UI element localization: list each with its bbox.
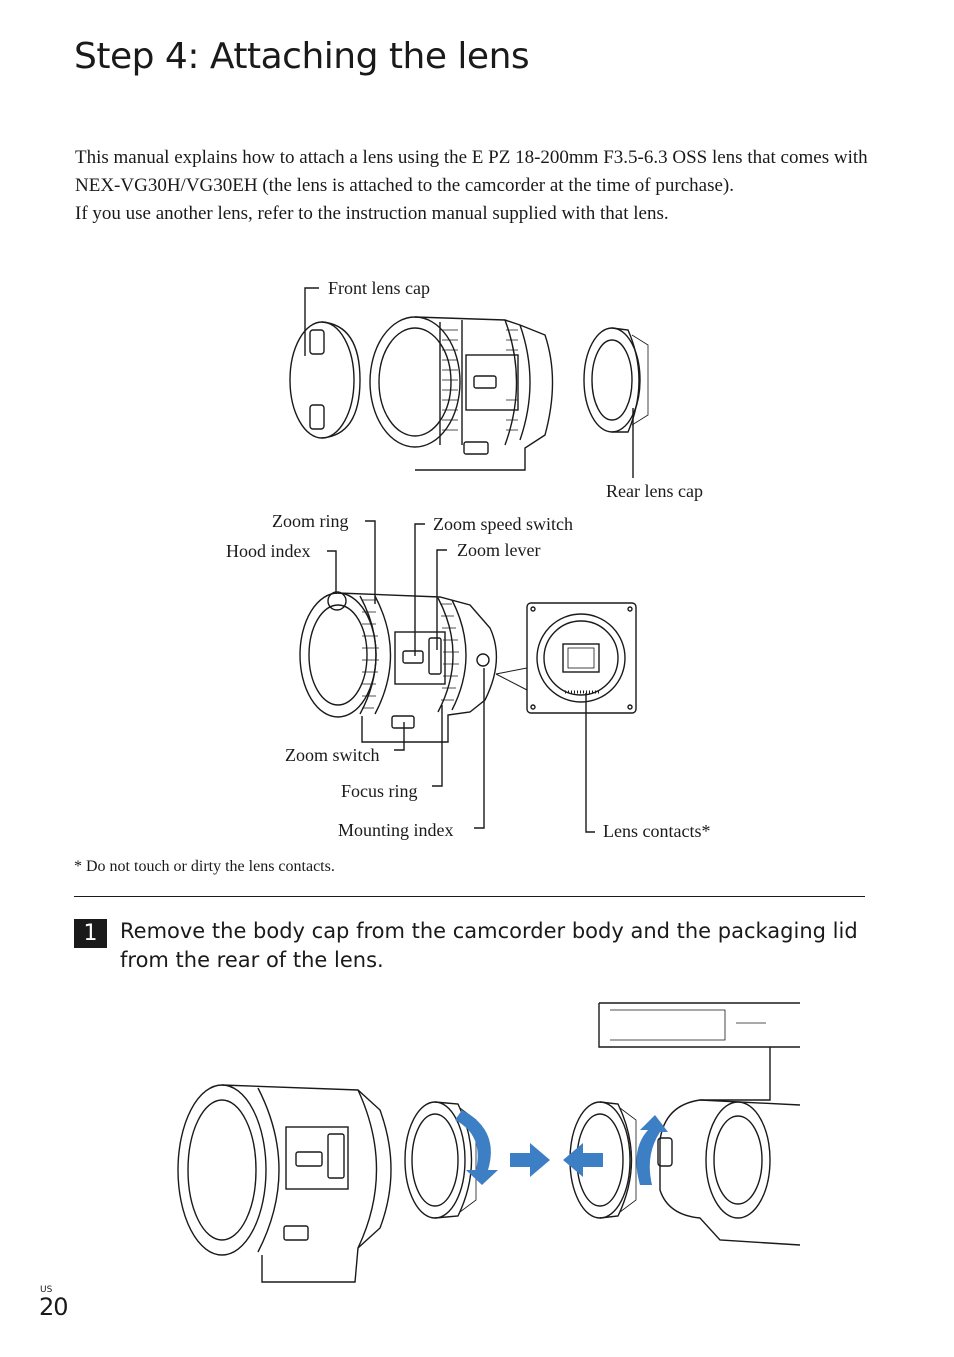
lens-removal-drawing xyxy=(178,1085,391,1282)
intro-paragraph-1: This manual explains how to attach a lens using the E PZ 18-200mm F3.5-6.3 OSS lens that comes with NEX-VG30H/VG30EH (the lens is attached to the camcorder at the time of purchase). xyxy=(75,147,868,196)
zoom-ring-leader xyxy=(365,521,375,604)
label-zoom-switch: Zoom switch xyxy=(285,745,380,765)
camcorder-body-drawing xyxy=(599,1003,800,1245)
label-zoom-ring: Zoom ring xyxy=(272,511,349,531)
focus-ring-leader xyxy=(432,705,442,786)
hood-index-leader xyxy=(327,551,336,594)
label-focus-ring: Focus ring xyxy=(341,781,418,801)
step-instruction: Remove the body cap from the camcorder body and the packaging lid from the rear of the lens. xyxy=(120,919,858,972)
section-divider xyxy=(74,896,865,897)
region-code: US xyxy=(40,1285,53,1295)
lens-contacts-leader xyxy=(586,693,595,832)
label-front-lens-cap: Front lens cap xyxy=(328,278,430,298)
label-rear-lens-cap: Rear lens cap xyxy=(606,481,703,501)
label-mounting-index: Mounting index xyxy=(338,820,454,840)
intro-paragraph-2: If you use another lens, refer to the instruction manual supplied with that lens. xyxy=(75,203,669,224)
footnote: * Do not touch or dirty the lens contacts. xyxy=(74,858,335,875)
label-hood-index: Hood index xyxy=(226,541,311,561)
label-zoom-lever: Zoom lever xyxy=(457,540,541,560)
rear-lens-cap-drawing xyxy=(584,328,648,432)
front-lens-cap-drawing xyxy=(290,322,360,438)
camcorder-mount-drawing xyxy=(496,603,636,713)
zoom-switch-leader xyxy=(394,722,404,750)
zoom-speed-switch-leader xyxy=(415,524,425,656)
label-zoom-speed-switch: Zoom speed switch xyxy=(433,514,573,534)
mounting-index-leader xyxy=(474,668,484,828)
label-lens-contacts: Lens contacts* xyxy=(603,821,711,841)
page-number: 20 xyxy=(39,1293,68,1321)
lens-body-drawing xyxy=(370,317,553,470)
page-title: Step 4: Attaching the lens xyxy=(74,36,530,77)
lens-parts-drawing xyxy=(300,592,496,742)
step-number-badge: 1 xyxy=(74,919,107,948)
